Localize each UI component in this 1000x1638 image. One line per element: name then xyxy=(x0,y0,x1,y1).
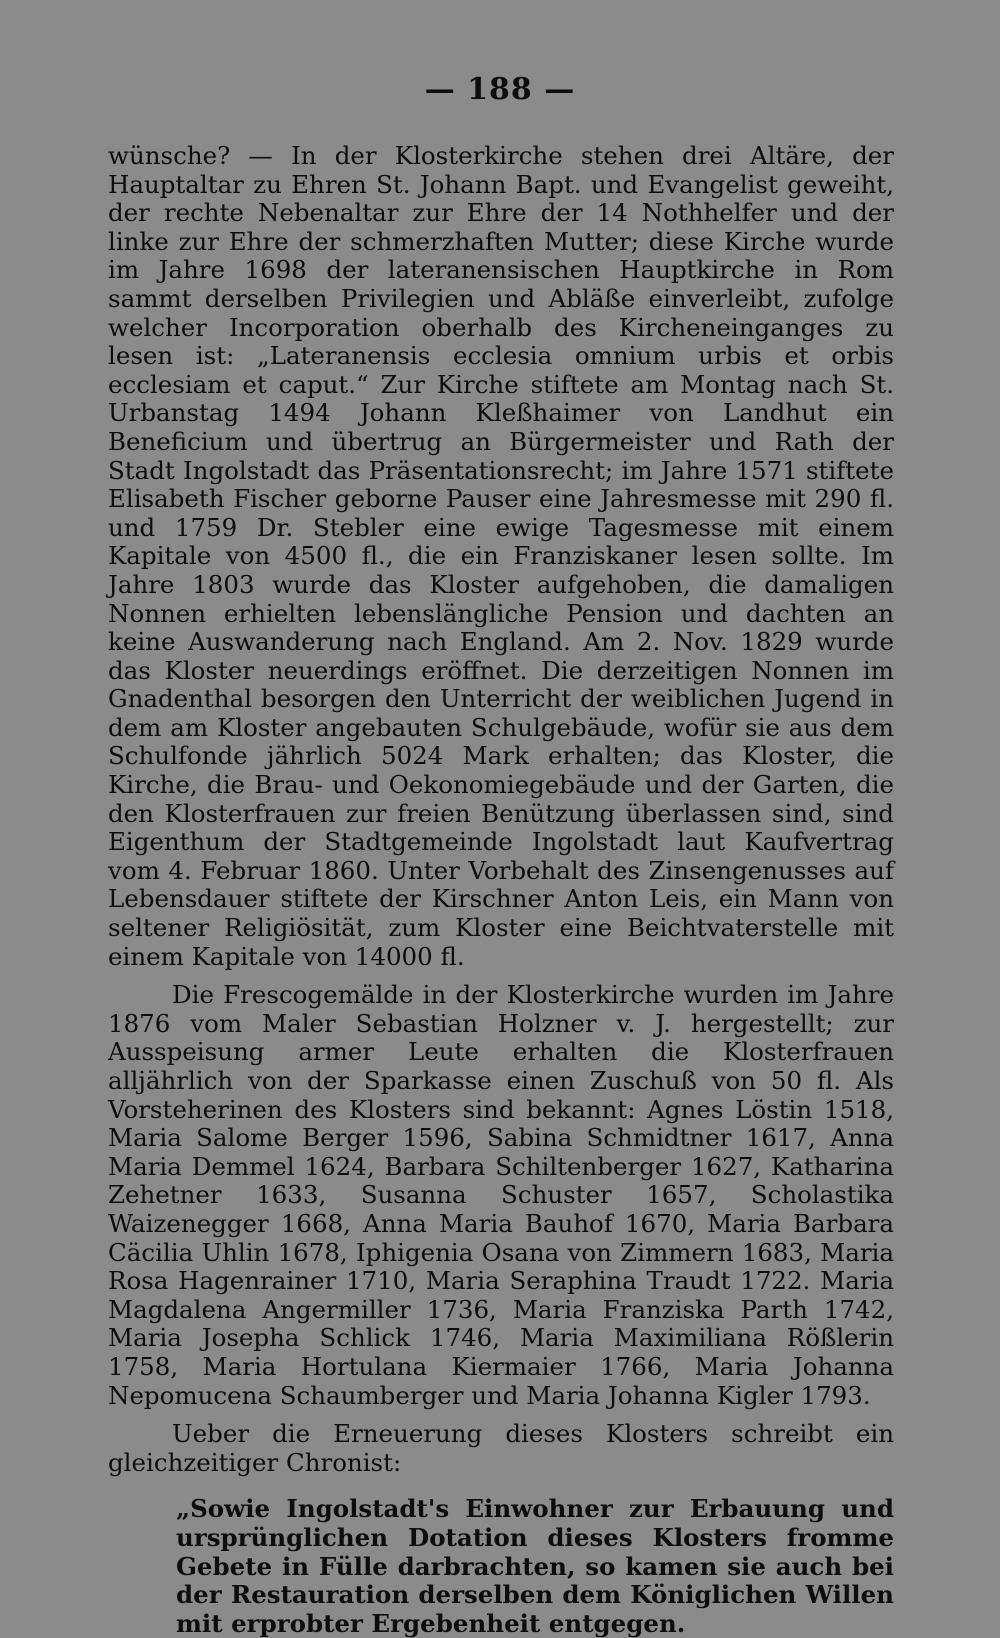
paragraph-2: Die Frescogemälde in der Klosterkirche wurden im Jahre 1876 vom Maler Sebastian Holzner v. J. hergestellt; zur Ausspeisung armer Leute erhalten die Klosterfrauen alljährlich von der Sparkasse einen Zuschuß von 50 fl. Als Vorsteherinen des Klosters sind bekannt: Agnes Löstin 1518, Maria Salome Berger 1596, Sabina Schmidtner 1617, Anna Maria Demmel 1624, Barbara Schiltenberger 1627, Katharina Zehetner 1633, Susanna Schuster 1657, Scholastika Waizenegger 1668, Anna Maria Bauhof 1670, Maria Barbara Cäcilia Uhlin 1678, Iphigenia Osana von Zimmern 1683, Maria Rosa Hagenrainer 1710, Maria Seraphina Traudt 1722. Maria Magdalena Angermiller 1736, Maria Franziska Parth 1742, Maria Josepha Schlick 1746, Maria Maximiliana Rößlerin 1758, Maria Hortulana Kiermaier 1766, Maria Johanna Nepomucena Schaumberger und Maria Johanna Kigler 1793. xyxy=(108,980,894,1410)
paragraph-1: wünsche? — In der Klosterkirche stehen drei Altäre, der Hauptaltar zu Ehren St. Johann Bapt. und Evangelist geweiht, der rechte Nebenaltar zur Ehre der 14 Nothhelfer und der linke zur Ehre der schmerzhaften Mutter; diese Kirche wurde im Jahre 1698 der lateranensischen Hauptkirche in Rom sammt derselben Privilegien und Abläße einverleibt, zufolge welcher Incorporation oberhalb des Kircheneinganges zu lesen ist: „Lateranensis ecclesia omnium urbis et orbis ecclesiam et caput.“ Zur Kirche stiftete am Montag nach St. Urbanstag 1494 Johann Kleßhaimer von Landhut ein Beneficium und übertrug an Bürgermeister und Rath der Stadt Ingolstadt das Präsentationsrecht; im Jahre 1571 stiftete Elisabeth Fischer geborne Pauser eine Jahresmesse mit 290 fl. und 1759 Dr. Stebler eine ewige Tagesmesse mit einem Kapitale von 4500 fl., die ein Franziskaner lesen sollte. Im Jahre 1803 wurde das Kloster aufgehoben, die damaligen Nonnen erhielten lebenslängliche Pension und dachten an keine Auswanderung nach England. Am 2. Nov. 1829 wurde das Kloster neuerdings eröffnet. Die derzeitigen Nonnen im Gnadenthal besorgen den Unterricht der weiblichen Jugend in dem am Kloster angebauten Schulgebäude, wofür sie aus dem Schulfonde jährlich 5024 Mark erhalten; das Kloster, die Kirche, die Brau- und Oekonomiegebäude und der Garten, die den Klosterfrauen zur freien Benützung überlassen sind, sind Eigenthum der Stadtgemeinde Ingolstadt laut Kaufvertrag vom 4. Februar 1860. Unter Vorbehalt des Zinsengenusses auf Lebensdauer stiftete der Kirschner Anton Leis, ein Mann von seltener Religiösität, zum Kloster eine Beichtvaterstelle mit einem Kapitale von 14000 fl. xyxy=(108,141,894,971)
page-number: — 188 — xyxy=(424,72,576,107)
paragraph-3: Ueber die Erneuerung dieses Klosters schreibt ein gleichzeitiger Chronist: xyxy=(108,1419,894,1477)
chronicle-quote: „Sowie Ingolstadt's Einwohner zur Erbauung und ursprünglichen Dotation dieses Klosters fromme Gebete in Fülle darbrachten, so kamen sie auch bei der Restauration derselben dem Königlichen Willen mit erprobter Ergebenheit entgegen. xyxy=(176,1494,894,1638)
page-body xyxy=(108,142,894,1638)
